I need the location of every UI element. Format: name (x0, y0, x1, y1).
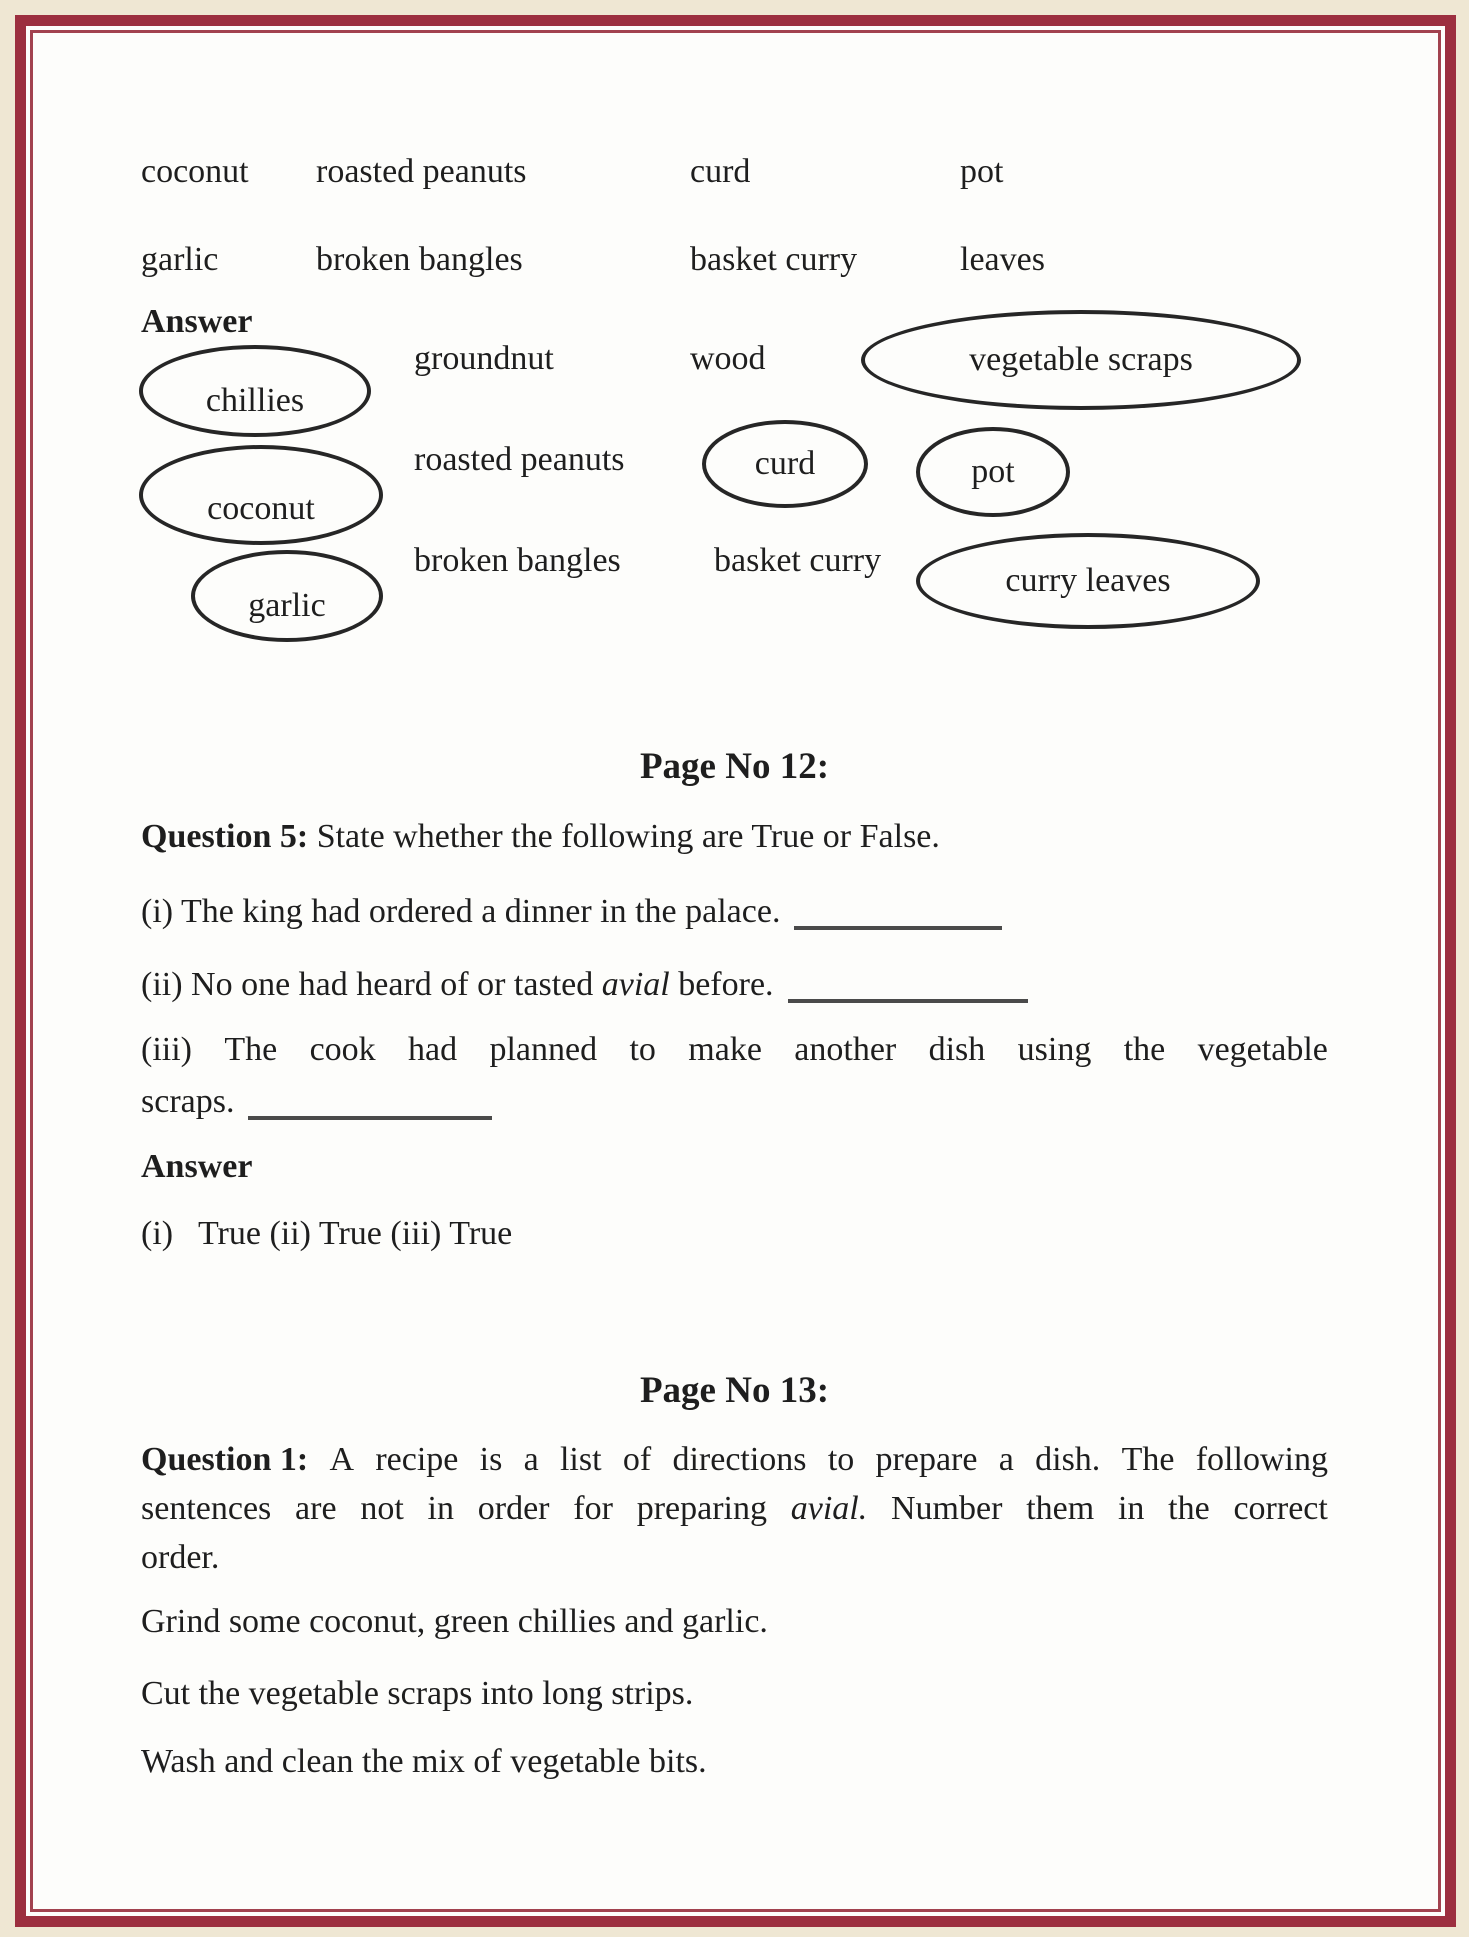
q5-word: make (688, 1031, 762, 1068)
q1-word: list (559, 1441, 602, 1478)
recipe-step: Cut the vegetable scraps into long strips. (141, 1675, 694, 1712)
q5-word: to (629, 1031, 656, 1068)
q1-word: a (998, 1441, 1014, 1478)
word-bank-cell: broken bangles (316, 241, 523, 278)
q5-answer-text: (i) True (ii) True (iii) True (141, 1215, 513, 1252)
q1-word: Number (891, 1490, 1003, 1527)
q5-word: planned (489, 1031, 598, 1068)
ellipse-chillies (139, 345, 371, 437)
q5-word: another (794, 1031, 897, 1068)
diagram-word: garlic (248, 587, 326, 624)
q1-word: of (622, 1441, 652, 1478)
ellipse-coconut (139, 445, 383, 545)
q1-word: order (477, 1490, 550, 1527)
ellipse-curd (702, 420, 868, 508)
page-13-heading: Page No 13: (639, 1370, 830, 1411)
q1-word: for (573, 1490, 613, 1527)
q5-word: had (408, 1031, 458, 1068)
q5-item-iii-line2 (141, 1079, 1328, 1124)
q1-word: to (827, 1441, 855, 1478)
q1-word: preparing (636, 1490, 767, 1527)
q5-item-iii-line1 (141, 1028, 1328, 1072)
q1-word: in (1117, 1490, 1145, 1527)
diagram-word: curry leaves (1005, 562, 1171, 599)
answer-diagram (141, 308, 1328, 643)
page-content (33, 33, 1438, 1909)
q1-word: not (360, 1490, 404, 1527)
word-bank-cell: leaves (960, 241, 1045, 278)
diagram-word-wood: wood (690, 340, 766, 377)
q1-word-italic: avial. (790, 1490, 868, 1527)
q5-word: (iii) (141, 1031, 192, 1068)
diagram-word: chillies (205, 382, 305, 419)
page-12-heading: Page No 12: (639, 746, 830, 787)
answer-blank (788, 970, 1028, 1003)
question-5-label: Question 5: (141, 818, 309, 855)
q5-item-ii-text: (ii) No one had heard of or tasted (141, 965, 602, 1003)
diagram-word: vegetable scraps (969, 341, 1193, 378)
q5-word: cook (309, 1031, 376, 1068)
q5-item-ii-italic: avial (601, 965, 670, 1003)
q5-item-i (141, 889, 1328, 934)
q1-word: prepare (875, 1441, 978, 1478)
diagram-word: curd (754, 445, 816, 482)
page-border-outer (15, 15, 1456, 1927)
q1-word: The (1121, 1441, 1175, 1478)
q1-line3: order. (141, 1539, 220, 1576)
diagram-word-basket-curry: basket curry (714, 542, 882, 579)
word-bank-cell: roasted peanuts (316, 153, 527, 190)
q5-word: The (224, 1031, 278, 1068)
q1-word: a (523, 1441, 539, 1478)
word-bank-cell: pot (960, 153, 1004, 190)
q1-line2 (141, 1487, 1328, 1531)
word-bank-row (141, 150, 1328, 194)
q1-word: A (329, 1441, 355, 1478)
recipe-step: Wash and clean the mix of vegetable bits. (141, 1743, 707, 1780)
diagram-word-broken-bangles: broken bangles (414, 542, 621, 579)
diagram-word: coconut (207, 490, 315, 527)
question-1-label: Question 1: (141, 1441, 309, 1478)
q1-line1 (141, 1438, 1328, 1482)
q1-word: them (1026, 1490, 1095, 1527)
question-5-text: State whether the following are True or False. (308, 818, 940, 855)
answer-heading: Answer (141, 303, 253, 340)
word-bank-cell: garlic (141, 241, 219, 278)
q5-item-i-text: (i) The king had ordered a dinner in the palace. (141, 892, 781, 930)
q1-word: directions (672, 1441, 807, 1478)
q1-word: recipe (375, 1441, 459, 1478)
q5-word: the (1123, 1031, 1166, 1068)
q5-item-iii-tail: scraps. (141, 1082, 235, 1120)
recipe-step: Grind some coconut, green chillies and garlic. (141, 1603, 768, 1640)
ellipse-pot (916, 427, 1070, 517)
answer-blank (794, 897, 1002, 930)
page-border-inner (30, 30, 1441, 1912)
diagram-word: pot (971, 453, 1015, 490)
q5-word: dish (928, 1031, 986, 1068)
answer-blank (248, 1087, 492, 1120)
q1-word: the (1168, 1490, 1210, 1527)
ellipse-garlic (191, 550, 383, 642)
q5-word: vegetable (1197, 1031, 1328, 1068)
q1-word: are (295, 1490, 337, 1527)
word-bank-cell: curd (690, 153, 751, 190)
q5-item-ii-text: before. (669, 965, 774, 1003)
q1-word: in (427, 1490, 454, 1527)
diagram-word-groundnut: groundnut (414, 340, 554, 377)
word-bank-cell: basket curry (690, 241, 858, 278)
answer-heading: Answer (141, 1148, 253, 1185)
ellipse-curry-leaves (916, 533, 1260, 629)
ellipse-vegetable-scraps (861, 310, 1301, 410)
diagram-word-roasted-peanuts: roasted peanuts (414, 441, 625, 478)
word-bank-row (141, 238, 1328, 282)
q5-item-ii (141, 962, 1328, 1007)
q1-word: following (1195, 1441, 1328, 1478)
q1-word: sentences (141, 1490, 272, 1527)
q5-word: using (1017, 1031, 1092, 1068)
q1-word: is (479, 1441, 503, 1478)
question-5 (141, 815, 1328, 859)
q1-word: correct (1233, 1490, 1328, 1527)
q1-word: dish. (1035, 1441, 1101, 1478)
word-bank-cell: coconut (141, 153, 249, 190)
